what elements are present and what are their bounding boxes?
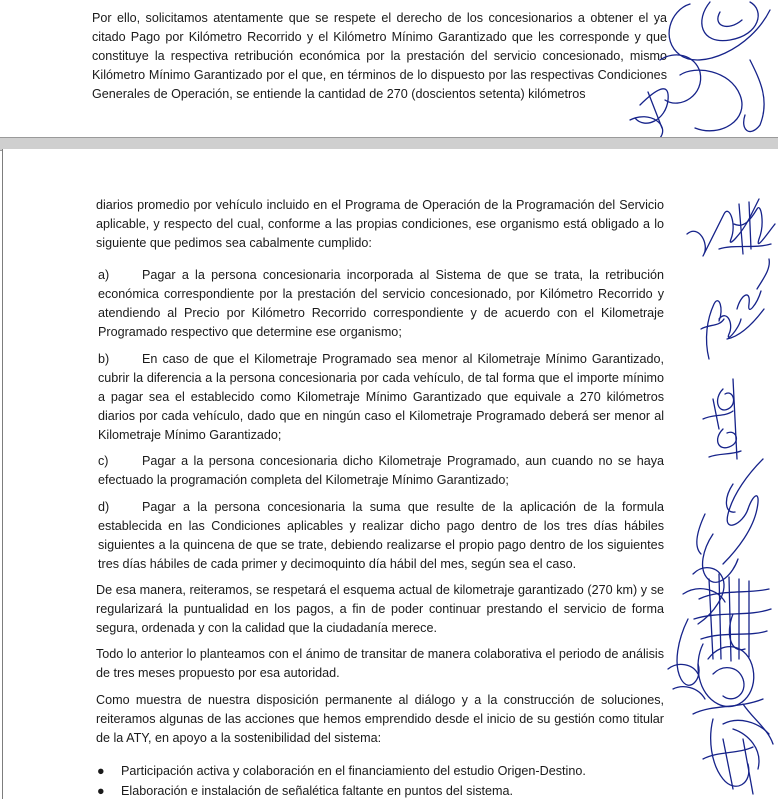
item-text: Pagar a la persona concesionaria incorporada al Sistema de que se trata, la retribución económica correspondiente por la prestación del servicio concesionado, por Kilómetro Recorrido y atendiendo al Precio por Kilómetro Recorrido correspondiente y de acuerdo con el Kilometraje Programado respectivo que determine ese organismo; [98,268,664,339]
signature-2 [679,249,778,369]
bullet-icon: ● [97,764,105,778]
signature-7 [693,709,778,799]
paragraph-sample: Como muestra de nuestra disposición permanente al diálogo y a la construcción de soluciones, reiteramos algunas de las acciones que hemos emprendido desde el inicio de su gestión como titular de la ATY, en apoyo a la sostenibilidad del sistema: [96,693,664,745]
paragraph-intro: diarios promedio por vehículo incluido en el Programa de Operación de la Programación del Servicio aplicable, y respecto del cual, conforme a las propias condiciones, ese organismo está obligado a lo siguiente que pedimos sea cabalmente cumplido: [96,198,664,250]
paragraph-request: Por ello, solicitamos atentamente que se respete el derecho de los concesionarios a obtener el ya citado Pago por Kilómetro Recorrido y el Kilómetro Mínimo Garantizado que les corresponde y que constituye la respectiva retribución económica por la prestación del servicio concesionado, mismo Kilómetro Mínimo Garantizado por el que, en términos de lo dispuesto por las respectivas Condiciones Generales de Operación, se entiende la cantidad de 270 (doscientos setenta) kilómetros [92,11,667,101]
list-item [98,498,664,574]
bullet-text: Participación activa y colaboración en el financiamiento del estudio Origen-Destino. [121,764,586,778]
list-item [98,350,664,445]
bullet-icon: ● [97,784,105,798]
item-text: Pagar a la persona concesionaria dicho Kilometraje Programado, aun cuando no se haya efectuado la programación completa del Kilometraje Mínimo Garantizado; [98,454,664,487]
signature-8 [643,609,713,719]
item-label: c) [98,454,109,468]
paragraph-scheme: De esa manera, reiteramos, se respetará el esquema actual de kilometraje garantizado (270 km) y se regularizará la puntualidad en los pagos, a fin de poder continuar prestando el servicio de forma segura, ordenada y con la calidad que la ciudadanía merece. [96,583,664,635]
item-label: b) [98,352,110,366]
item-text: En caso de que el Kilometraje Programado sea menor al Kilometraje Mínimo Garantizado, cubrir la diferencia a la persona concesionaria por cada vehículo, de tal forma que el importe mínimo a pagar sea el establecido como Kilometraje Mínimo Garantizado que equivale a 270 kilómetros diarios por cada vehículo, dado que en ningún caso el Kilometraje Programado deberá ser menor al Kilometraje Mínimo Garantizado; [98,352,664,442]
item-label: a) [98,268,110,282]
document-page-previous [0,0,778,140]
bullet-text: Elaboración e instalación de señalética faltante en puntos del sistema. [121,784,514,798]
signature-page1-right [600,0,778,140]
list-item [98,266,664,342]
item-label: d) [98,500,110,514]
list-item [98,452,664,490]
document-page-current [2,149,778,799]
item-text: Pagar a la persona concesionaria la suma que resulte de la aplicación de la formula establecida en las Condiciones aplicables y realizar dicho pago dentro de los tres días hábiles siguientes a la quincena de que se trate, debiendo realizarse el propio pago dentro de los siguientes tres días hábiles de cada primer y decimoquinto día hábil del mes, según sea el caso. [98,500,664,571]
bullet-item [97,762,586,781]
paragraph-collaboration: Todo lo anterior lo planteamos con el ánimo de transitar de manera colaborativa el periodo de análisis de tres meses propuesto por esa autoridad. [96,647,664,680]
bullet-item [97,782,514,799]
